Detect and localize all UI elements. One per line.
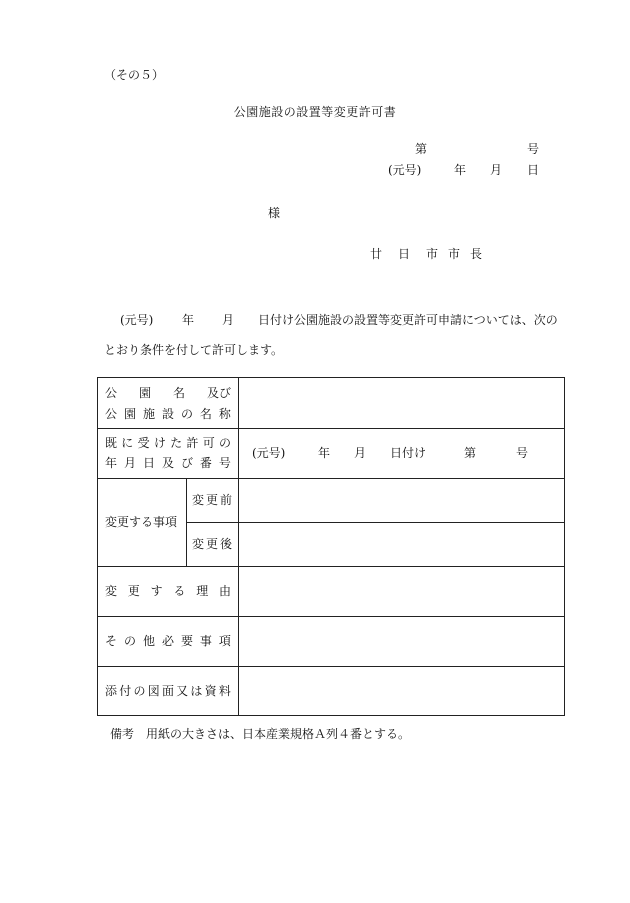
change-reason-value[interactable] bbox=[239, 567, 564, 616]
body-line-1 bbox=[104, 311, 558, 328]
body-month: 月 bbox=[222, 313, 235, 327]
body-era: (元号) bbox=[120, 313, 154, 327]
label-prior-permit-line1: 既 に 受 け た 許 可 の bbox=[105, 436, 231, 450]
before-change-value[interactable] bbox=[239, 479, 564, 522]
permit-info-table bbox=[97, 377, 565, 716]
date-era: (元号) bbox=[388, 163, 422, 177]
label-park-name-line1: 公 園 名 及び bbox=[105, 386, 231, 400]
label-change-items: 変更する事項 bbox=[105, 515, 178, 529]
attachments-value[interactable] bbox=[239, 667, 564, 715]
label-attachments: 添 付 の 図 面 又 は 資 料 bbox=[105, 684, 231, 698]
body-line-2: とおり条件を付して許可します。 bbox=[104, 343, 284, 357]
date-month: 月 bbox=[490, 163, 503, 177]
issuer-name bbox=[370, 245, 482, 262]
body-text: 日付け公園施設の設置等変更許可申請については、次の bbox=[258, 313, 558, 327]
issuer-char: 長 bbox=[470, 247, 483, 261]
document-title: 公園施設の設置等変更許可書 bbox=[233, 105, 397, 119]
issuer-char: 市 bbox=[448, 247, 461, 261]
label-other-items: そ の 他 必 要 事 項 bbox=[105, 634, 231, 648]
issuer-char: 日 bbox=[398, 247, 411, 261]
issuer-char: 市 bbox=[426, 247, 439, 261]
date-year: 年 bbox=[454, 163, 467, 177]
after-change-value[interactable] bbox=[239, 523, 564, 566]
date-day: 日 bbox=[527, 163, 540, 177]
issuer-char: 廿 bbox=[370, 247, 383, 261]
body-year: 年 bbox=[182, 313, 195, 327]
remark-note: 備考 用紙の大きさは、日本産業規格Ａ列４番とする。 bbox=[110, 727, 411, 741]
issue-number-prefix: 第 bbox=[415, 142, 428, 156]
label-change-reason: 変 更 す る 理 由 bbox=[105, 584, 231, 598]
label-park-name-line2: 公 園 施 設 の 名 称 bbox=[105, 407, 231, 421]
other-items-value[interactable] bbox=[239, 617, 564, 666]
addressee-suffix: 様 bbox=[268, 206, 281, 220]
prior-permit-value: (元号) 年 月 日付け 第 号 bbox=[252, 446, 529, 460]
form-number: （その５） bbox=[104, 68, 165, 82]
issue-number-suffix: 号 bbox=[527, 142, 540, 156]
label-prior-permit-line2: 年 月 日 及 び 番 号 bbox=[105, 456, 231, 470]
label-after-change: 変 更 後 bbox=[192, 537, 232, 551]
park-name-value[interactable] bbox=[239, 378, 564, 428]
label-before-change: 変 更 前 bbox=[192, 493, 232, 507]
